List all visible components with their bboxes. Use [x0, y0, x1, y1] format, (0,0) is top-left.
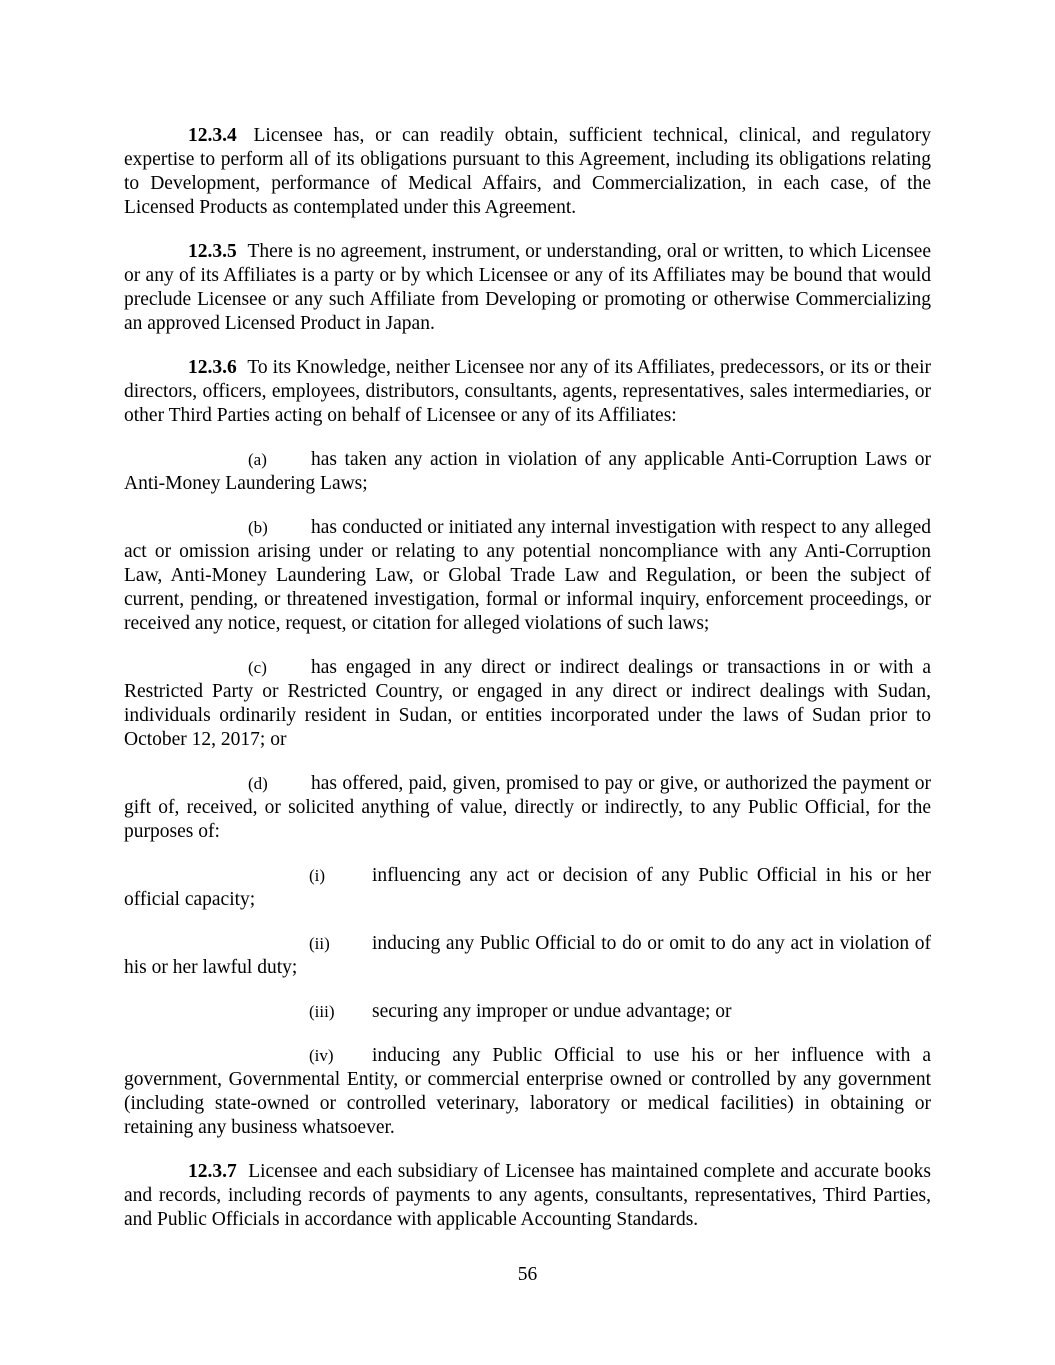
- section-text: Licensee and each subsidiary of Licensee has maintained complete and accurate books and records, including records of payments to any agents, consultants, representatives, Third Parties, and Public Officials in accordance with applicable Accounting Standards.: [124, 1161, 931, 1230]
- section-12-3-6: [124, 356, 931, 428]
- clause-label: (b): [248, 518, 268, 537]
- clause-c: [124, 656, 931, 752]
- subclause-iii: [124, 1000, 931, 1024]
- section-number: 12.3.6: [188, 357, 237, 378]
- section-text: To its Knowledge, neither Licensee nor any of its Affiliates, predecessors, or its or their directors, officers, employees, distributors, consultants, agents, representatives, sales intermediaries, or other Third Parties acting on behalf of Licensee or any of its Affiliates:: [124, 357, 931, 426]
- page-number: 56: [517, 1264, 538, 1285]
- section-text: Licensee has, or can readily obtain, sufficient technical, clinical, and regulatory expertise to perform all of its obligations pursuant to this Agreement, including its obligations relating to Development, performance of Medical Affairs, and Commercialization, in each case, of the Licensed Products as contemplated under this Agreement.: [124, 125, 931, 218]
- section-number: 12.3.4: [188, 125, 237, 146]
- clause-a: [124, 448, 931, 496]
- section-12-3-7: [124, 1160, 931, 1232]
- subclause-text: influencing any act or decision of any Public Official in his or her official capacity;: [124, 865, 931, 910]
- section-12-3-4: [124, 124, 931, 220]
- section-number: 12.3.5: [188, 241, 237, 262]
- clause-text: has taken any action in violation of any applicable Anti-Corruption Laws or Anti-Money Laundering Laws;: [124, 449, 931, 494]
- subclause-iv: [124, 1044, 931, 1140]
- clause-d: [124, 772, 931, 844]
- clause-text: has offered, paid, given, promised to pay or give, or authorized the payment or gift of, received, or solicited anything of value, directly or indirectly, to any Public Official, for the purposes of:: [124, 773, 931, 842]
- section-text: There is no agreement, instrument, or understanding, oral or written, to which Licensee or any of its Affiliates is a party or by which Licensee or any of its Affiliates may be bound that would preclude Licensee or any such Affiliate from Developing or promoting or otherwise Commercializing an approved Licensed Product in Japan.: [124, 241, 931, 334]
- clause-label: (d): [248, 774, 268, 793]
- subclause-label: (iv): [309, 1046, 334, 1065]
- clause-text: has conducted or initiated any internal investigation with respect to any alleged act or omission arising under or relating to any potential noncompliance with any Anti-Corruption Law, Anti-Money Laundering Law, or Global Trade Law and Regulation, or been the subject of current, pending, or threatened investigation, formal or informal inquiry, enforcement proceedings, or received any notice, request, or citation for alleged violations of such laws;: [124, 517, 931, 634]
- section-number: 12.3.7: [188, 1161, 237, 1182]
- subclause-text: inducing any Public Official to do or omit to do any act in violation of his or her lawful duty;: [124, 933, 931, 978]
- clause-label: (c): [248, 658, 267, 677]
- subclause-label: (iii): [309, 1002, 335, 1021]
- subclause-i: [124, 864, 931, 912]
- subclause-text: inducing any Public Official to use his or her influence with a government, Governmental Entity, or commercial enterprise owned or controlled by any government (including state-owned or controlled veterinary, laboratory or medical facilities) in obtaining or retaining any business whatsoever.: [124, 1045, 931, 1138]
- subclause-label: (i): [309, 866, 326, 885]
- section-12-3-5: [124, 240, 931, 336]
- document-page: [124, 124, 931, 1252]
- subclause-ii: [124, 932, 931, 980]
- subclause-text: securing any improper or undue advantage; or: [372, 1001, 732, 1022]
- subclause-label: (ii): [309, 934, 330, 953]
- clause-b: [124, 516, 931, 636]
- clause-label: (a): [248, 450, 267, 469]
- clause-text: has engaged in any direct or indirect dealings or transactions in or with a Restricted Party or Restricted Country, or engaged in any direct or indirect dealings with Sudan, individuals ordinarily resident in Sudan, or entities incorporated under the laws of Sudan prior to October 12, 2017; or: [124, 657, 931, 750]
